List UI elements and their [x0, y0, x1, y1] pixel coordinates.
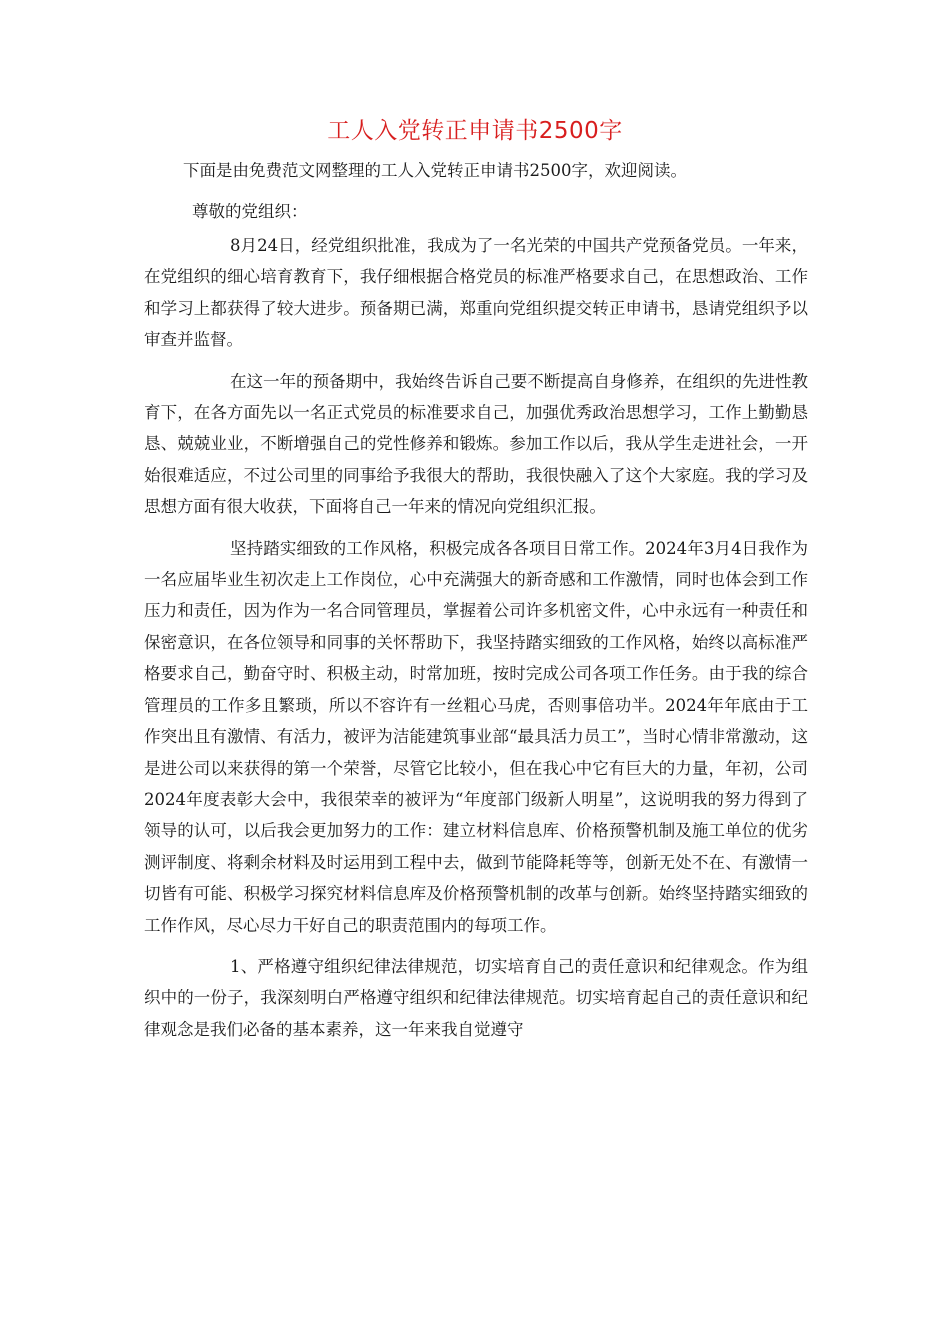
paragraph: 在这一年的预备期中，我始终告诉自己要不断提高自身修养，在组织的先进性教育下，在各方面先以一名正式党员的标准要求自己，加强优秀政治思想学习，工作上勤勤恳恳、兢兢业业，不断增强自己的党性修养和锻炼。参加工作以后，我从学生走进社会，一开始很难适应，不过公司里的同事给予我很大的帮助，我很快融入了这个大家庭。我的学习及思想方面有很大收获，下面将自己一年来的情况向党组织汇报。 [144, 371, 808, 517]
salutation: 尊敬的党组织： [192, 202, 308, 221]
document-title: 工人入党转正申请书2500字 [327, 118, 623, 144]
letter-body [144, 230, 808, 1055]
intro-text: 下面是由免费范文网整理的工人入党转正申请书2500字，欢迎阅读。 [183, 161, 687, 180]
paragraph: 坚持踏实细致的工作风格，积极完成各各项目日常工作。2024年3月4日我作为一名应届毕业生初次走上工作岗位，心中充满强大的新奇感和工作激情，同时也体会到工作压力和责任，因为作为一名合同管理员，掌握着公司许多机密文件，心中永远有一种责任和保密意识，在各位领导和同事的关怀帮助下，我坚持踏实细致的工作风格，始终以高标准严格要求自己，勤奋守时、积极主动，时常加班，按时完成公司各项工作任务。由于我的综合管理员的工作多且繁琐，所以不容许有一丝粗心马虎，否则事倍功半。2024年年底由于工作突出且有激情、有活力，被评为洁能建筑事业部“最具活力员工”，当时心情非常激动，这是进公司以来获得的第一个荣誉，尽管它比较小，但在我心中它有巨大的力量，年初，公司2024年度表彰大会中，我很荣幸的被评为“年度部门级新人明星”，这说明我的努力得到了领导的认可，以后我会更加努力的工作：建立材料信息库、价格预警机制及施工单位的优劣测评制度、将剩余材料及时运用到工程中去，做到节能降耗等等，创新无处不在、有激情一切皆有可能、积极学习探究材料信息库及价格预警机制的改革与创新。始终坚持踏实细致的工作作风，尽心尽力干好自己的职责范围内的每项工作。 [144, 538, 808, 935]
paragraph: 8月24日，经党组织批准，我成为了一名光荣的中国共产党预备党员。一年来，在党组织的细心培育教育下，我仔细根据合格党员的标准严格要求自己，在思想政治、工作和学习上都获得了较大进步。预备期已满，郑重向党组织提交转正申请书，恳请党组织予以审查并监督。 [144, 236, 808, 350]
paragraph: 1、严格遵守组织纪律法律规范，切实培育自己的责任意识和纪律观念。作为组织中的一份子，我深刻明白严格遵守组织和纪律法律规范。切实培育起自己的责任意识和纪律观念是我们必备的基本素养，这一年来我自觉遵守 [144, 956, 808, 1039]
